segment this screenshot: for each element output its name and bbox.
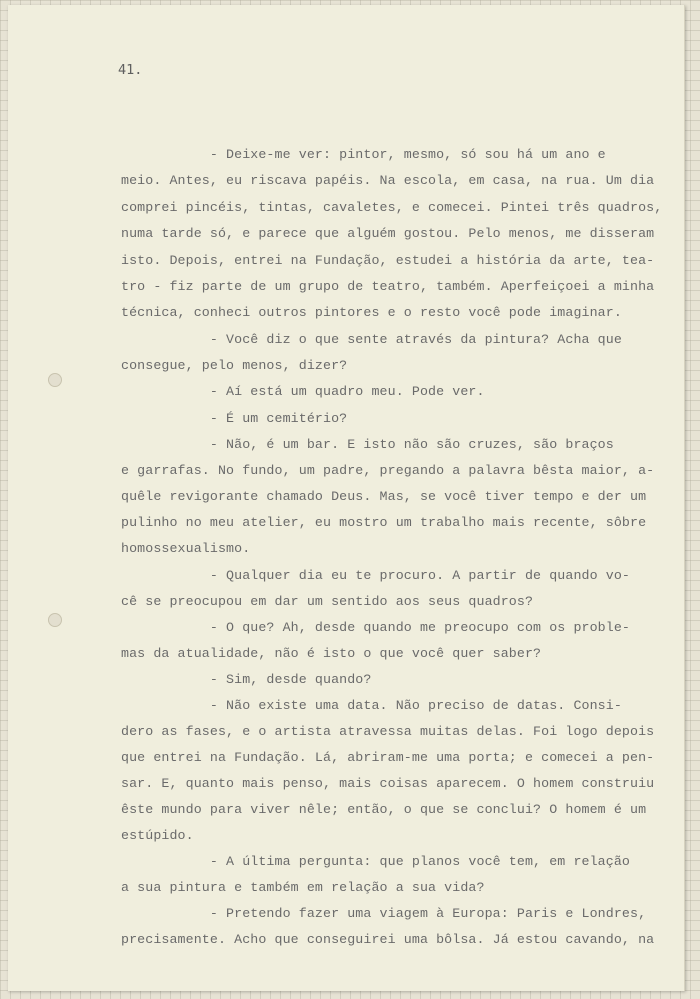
text-line: meio. Antes, eu riscava papéis. Na escola, em casa, na rua. Um dia [121, 173, 655, 188]
text-line: - Deixe-me ver: pintor, mesmo, só sou há um ano e [121, 147, 606, 162]
text-line: comprei pincéis, tintas, cavaletes, e comecei. Pintei três quadros, [121, 200, 663, 215]
page-number: 41. [118, 62, 143, 78]
text-line: pulinho no meu atelier, eu mostro um trabalho mais recente, sôbre [121, 515, 647, 530]
text-line: que entrei na Fundação. Lá, abriram-me uma porta; e comecei a pen- [121, 750, 655, 765]
text-line: - Qualquer dia eu te procuro. A partir de quando vo- [121, 568, 631, 583]
text-line: - Sim, desde quando? [121, 672, 372, 687]
text-line: - Não, é um bar. E isto não são cruzes, são braços [121, 437, 614, 452]
text-line: tro - fiz parte de um grupo de teatro, também. Aperfeiçoei a minha [121, 279, 655, 294]
text-line: - Você diz o que sente através da pintura? Acha que [121, 332, 622, 347]
text-line: técnica, conheci outros pintores e o resto você pode imaginar. [121, 305, 622, 320]
text-line: dero as fases, e o artista atravessa muitas delas. Foi logo depois [121, 724, 655, 739]
text-line: mas da atualidade, não é isto o que você quer saber? [121, 646, 542, 661]
text-line: - Não existe uma data. Não preciso de datas. Consi- [121, 698, 622, 713]
text-line: cê se preocupou em dar um sentido aos seus quadros? [121, 594, 534, 609]
text-line: - Aí está um quadro meu. Pode ver. [121, 384, 485, 399]
text-line: a sua pintura e também em relação a sua vida? [121, 880, 485, 895]
text-line: e garrafas. No fundo, um padre, pregando a palavra bêsta maior, a- [121, 463, 655, 478]
text-line: quêle revigorante chamado Deus. Mas, se você tiver tempo e der um [121, 489, 647, 504]
punch-hole-bottom [48, 613, 62, 627]
text-line: - Pretendo fazer uma viagem à Europa: Paris e Londres, [121, 906, 647, 921]
text-line: - É um cemitério? [121, 411, 348, 426]
text-line: - A última pergunta: que planos você tem, em relação [121, 854, 631, 869]
text-line: estúpido. [121, 828, 194, 843]
text-line: - O que? Ah, desde quando me preocupo com os proble- [121, 620, 631, 635]
text-line: sar. E, quanto mais penso, mais coisas aparecem. O homem construiu [121, 776, 655, 791]
punch-hole-top [48, 373, 62, 387]
text-line: êste mundo para viver nêle; então, o que se conclui? O homem é um [121, 802, 647, 817]
text-line: numa tarde só, e parece que alguém gostou. Pelo menos, me disseram [121, 226, 655, 241]
text-line: isto. Depois, entrei na Fundação, estudei a história da arte, tea- [121, 253, 655, 268]
text-line: precisamente. Acho que conseguirei uma bôlsa. Já estou cavando, na [121, 932, 655, 947]
text-line: consegue, pelo menos, dizer? [121, 358, 348, 373]
text-line: homossexualismo. [121, 541, 251, 556]
